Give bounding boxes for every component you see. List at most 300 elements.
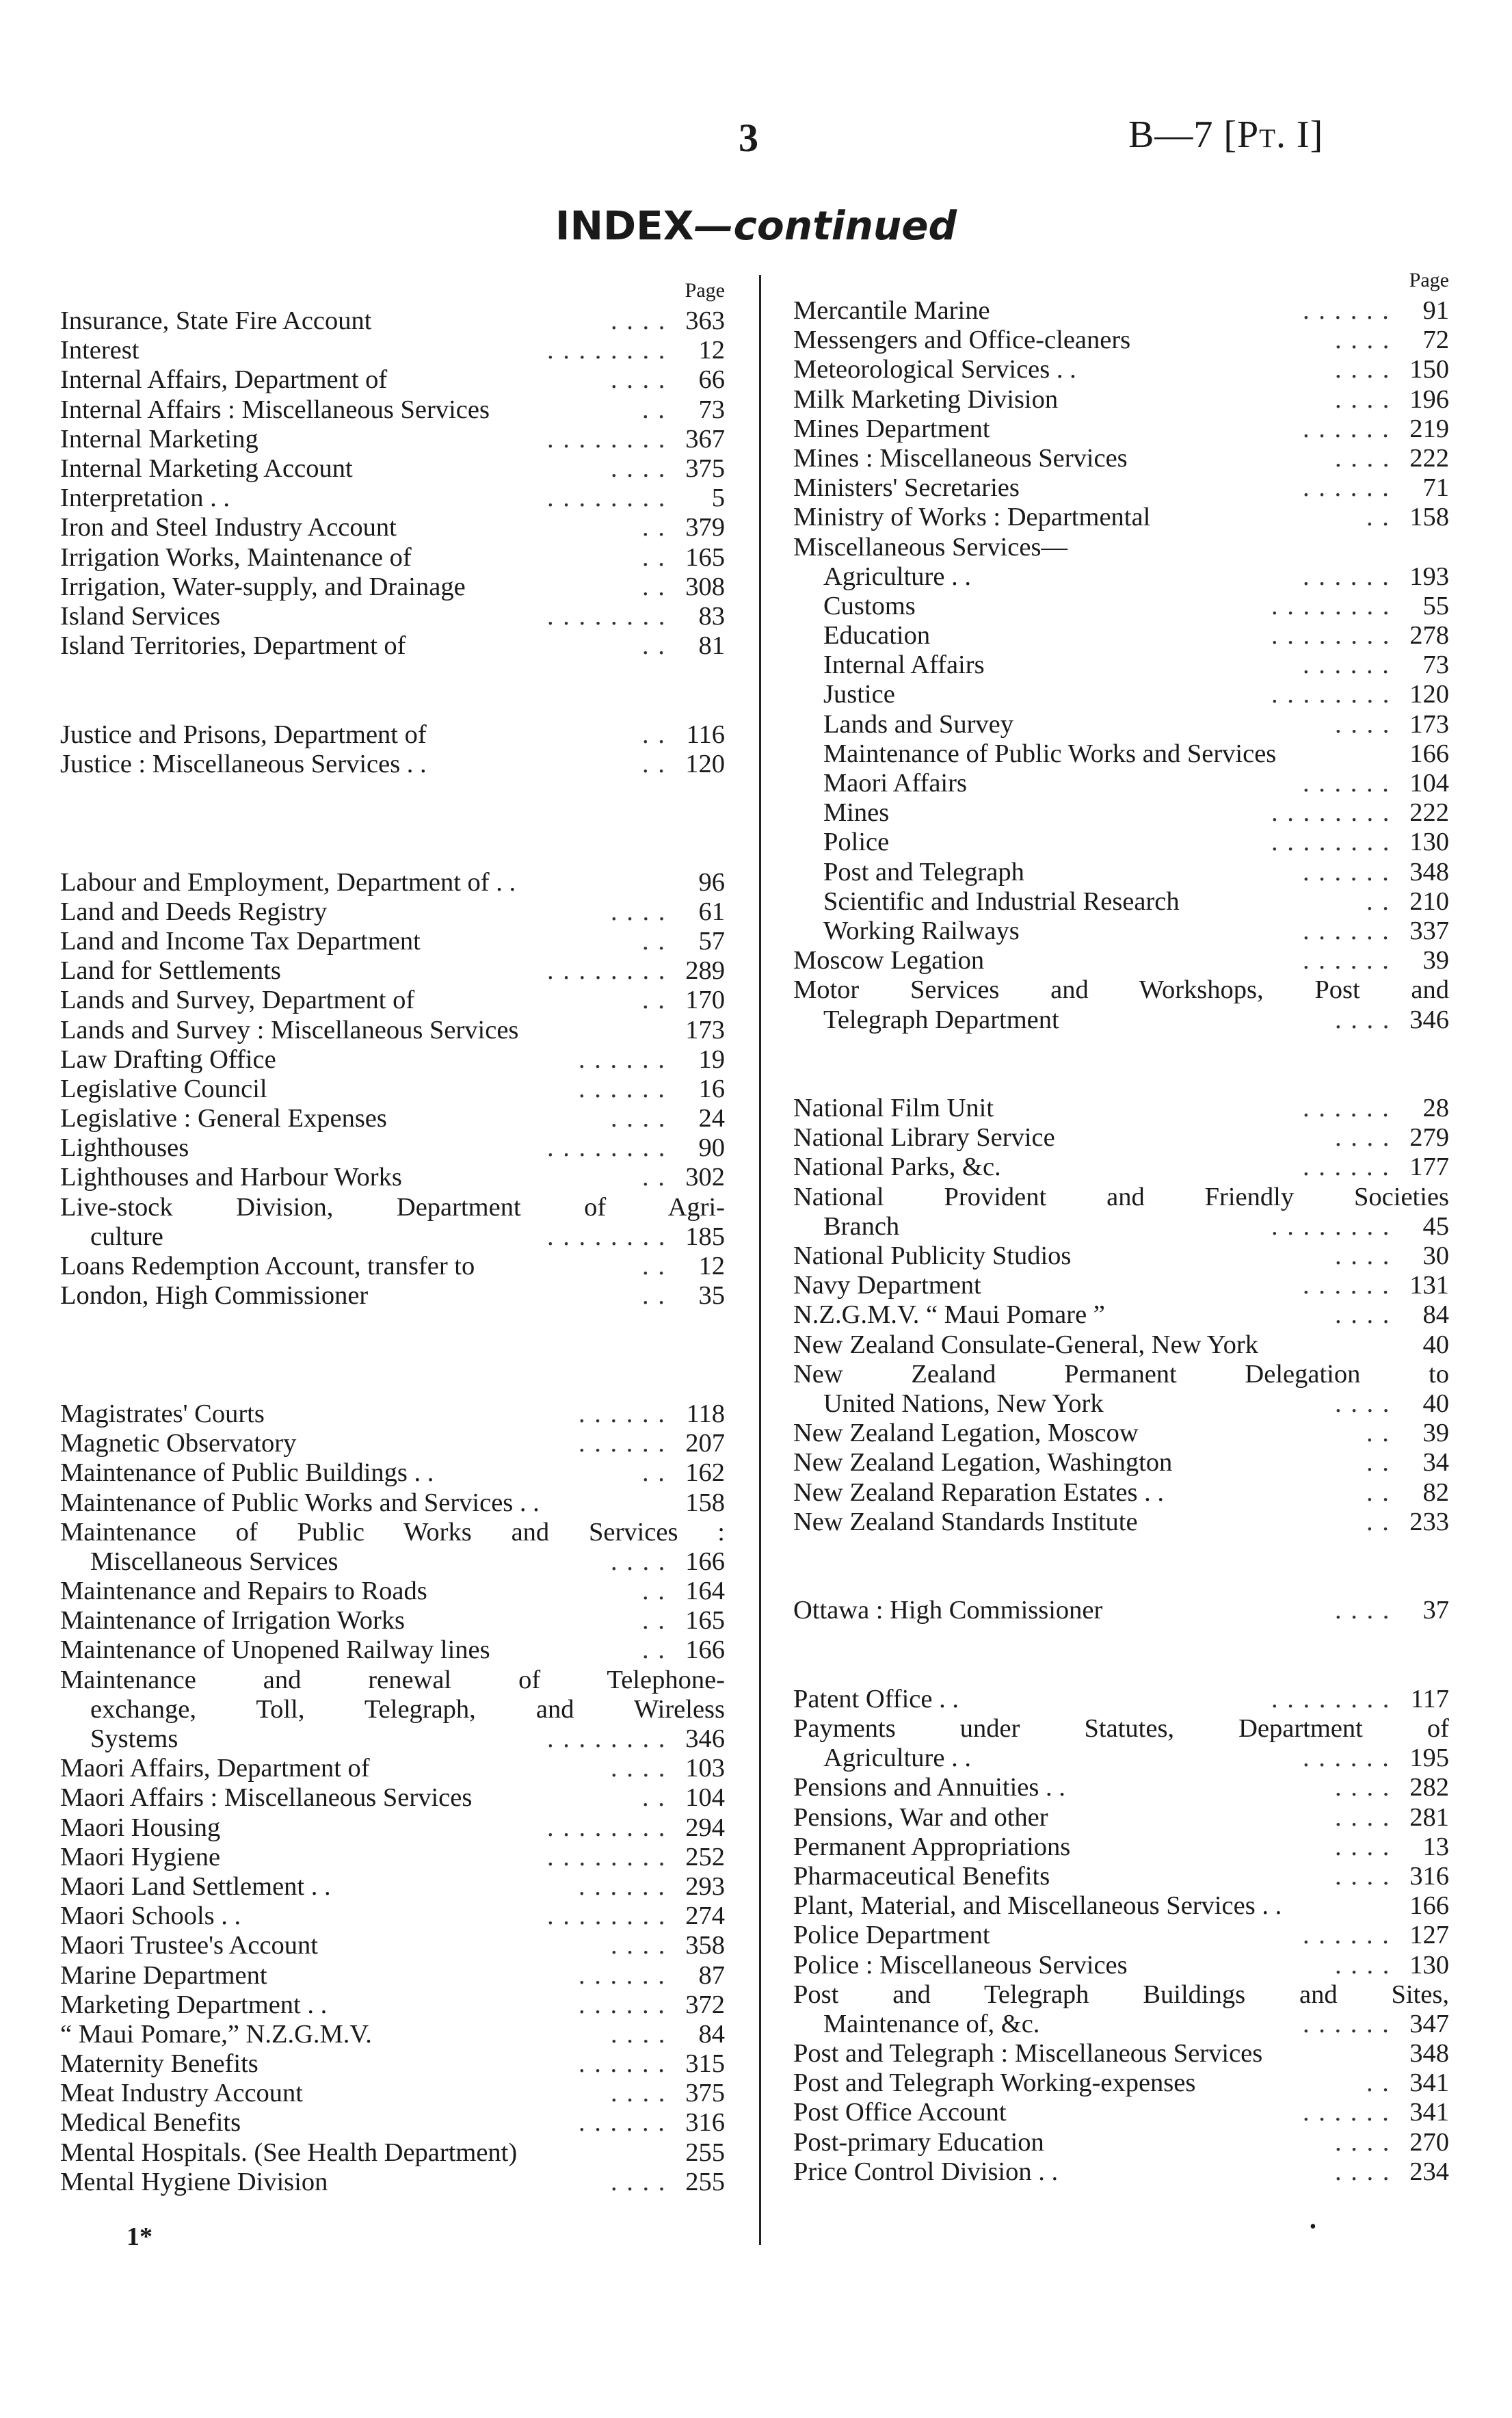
entry-page-number: 130 — [1409, 828, 1449, 857]
index-entry — [793, 1300, 1453, 1330]
entry-label: National Parks, &c. — [793, 1153, 1001, 1182]
index-entry — [793, 1685, 1453, 1714]
entry-page-number: 363 — [685, 306, 725, 335]
index-entry — [793, 1832, 1453, 1862]
entry-label: Customs — [823, 591, 916, 620]
spacer — [60, 1341, 729, 1370]
dot-leader: . . . . . . — [1303, 2009, 1390, 2038]
index-entry — [793, 444, 1453, 473]
spacer — [60, 661, 729, 690]
index-entry — [60, 1016, 729, 1045]
index-entry — [793, 2010, 1453, 2039]
entry-label: Island Services — [60, 601, 221, 631]
entry-page-number: 346 — [685, 1724, 725, 1753]
entry-label: Live-stock Division, Department of Agri- — [60, 1192, 725, 1222]
entry-label: Branch — [823, 1211, 900, 1241]
entry-page-number: 375 — [685, 2079, 725, 2108]
index-entry — [793, 1891, 1453, 1921]
entry-page-number: 40 — [1422, 1330, 1449, 1359]
dot-leader: . . . . . . — [1303, 769, 1390, 798]
entry-label: United Nations, New York — [823, 1389, 1104, 1418]
page-title — [0, 202, 1512, 249]
entry-label: Internal Affairs : Miscellaneous Services — [60, 395, 490, 424]
entry-label: Pensions, War and other — [793, 1802, 1048, 1832]
index-entry — [60, 1783, 729, 1813]
dot-leader: . . — [642, 986, 666, 1015]
index-entry — [60, 868, 729, 897]
entry-label: Marine Department — [60, 1960, 267, 1990]
entry-page-number: 294 — [685, 1813, 725, 1842]
entry-page-number: 193 — [1409, 562, 1449, 591]
index-entry — [60, 543, 729, 573]
entry-label: Navy Department — [793, 1271, 981, 1300]
entry-label: Maori Trustee's Account — [60, 1931, 318, 1960]
dot-leader: . . — [642, 720, 666, 749]
entry-page-number: 347 — [1409, 2009, 1449, 2038]
entry-page-number: 166 — [685, 1635, 725, 1665]
index-entry — [60, 750, 729, 779]
dot-leader: . . . . — [1335, 1802, 1391, 1832]
dot-leader: . . — [1366, 1448, 1390, 1477]
entry-page-number: 274 — [685, 1902, 725, 1931]
entry-label: Maori Affairs, Department of — [60, 1754, 370, 1783]
dot-leader: . . . . — [1335, 1389, 1391, 1418]
index-entry — [793, 2157, 1453, 2187]
page-number: 3 — [739, 116, 758, 160]
entry-page-number: 57 — [698, 926, 725, 956]
entry-page-number: 130 — [1409, 1950, 1449, 1980]
index-entry — [793, 1212, 1453, 1241]
entry-label: Magnetic Observatory — [60, 1429, 297, 1458]
index-entry — [793, 2068, 1453, 2098]
entry-page-number: 127 — [1409, 1921, 1449, 1950]
entry-page-number: 81 — [698, 631, 725, 661]
column-divider — [759, 275, 761, 2245]
index-entry — [60, 2020, 729, 2049]
entry-page-number: 24 — [698, 1104, 725, 1133]
entry-page-number: 166 — [685, 1547, 725, 1576]
index-entry — [793, 1448, 1453, 1477]
entry-label: Maori Affairs — [823, 769, 967, 798]
index-subentry — [793, 828, 1453, 857]
dot-leader: . . . . . . — [579, 1990, 666, 2019]
dot-leader: . . . . . . . . — [547, 1222, 667, 1251]
dot-leader: . . . . . . — [579, 1871, 666, 1901]
index-entry — [60, 454, 729, 484]
entry-page-number: 120 — [1409, 680, 1449, 709]
entry-page-number: 346 — [1409, 1005, 1449, 1034]
entry-page-number: 39 — [1422, 1419, 1449, 1448]
entry-page-number: 222 — [1409, 443, 1449, 473]
entry-page-number: 39 — [1422, 946, 1449, 975]
entry-page-number: 348 — [1409, 2039, 1449, 2068]
index-entry — [60, 927, 729, 956]
index-entry — [60, 1635, 729, 1665]
entry-page-number: 173 — [685, 1015, 725, 1044]
dot-leader: . . . . . . . . — [1271, 798, 1391, 828]
entry-page-number: 372 — [685, 1990, 725, 2019]
entry-label: Magistrates' Courts — [60, 1399, 265, 1428]
index-subentry — [793, 769, 1453, 798]
entry-label: Maori Hygiene — [60, 1842, 221, 1871]
entry-label: New Zealand Standards Institute — [793, 1507, 1138, 1536]
index-entry — [793, 1094, 1453, 1123]
dot-leader: . . . . . . . . — [1271, 1684, 1391, 1713]
entry-label: New Zealand Reparation Estates . . — [793, 1477, 1165, 1507]
entry-label: Price Control Division . . — [793, 2157, 1059, 2186]
entry-page-number: 73 — [698, 395, 725, 424]
entry-page-number: 195 — [1409, 1744, 1449, 1773]
index-entry — [793, 975, 1453, 1005]
index-entry — [60, 956, 729, 986]
dot-leader: . . . . — [611, 365, 667, 395]
index-entry — [60, 425, 729, 454]
entry-label: Ottawa : High Commissioner — [793, 1596, 1103, 1625]
index-entry — [60, 1104, 729, 1133]
index-entry — [60, 1931, 729, 1960]
index-entry — [60, 1547, 729, 1577]
dot-leader: . . . . . . — [579, 1429, 666, 1458]
entry-page-number: 73 — [1422, 651, 1449, 680]
entry-label: Police — [823, 828, 890, 857]
dot-leader: . . . . . . . . — [547, 484, 667, 513]
index-entry — [793, 1951, 1453, 1980]
entry-page-number: 315 — [685, 2049, 725, 2079]
index-entry — [60, 1843, 729, 1872]
index-entry — [793, 1921, 1453, 1950]
entry-label: Insurance, State Fire Account — [60, 306, 372, 335]
index-entry — [793, 385, 1453, 415]
dot-leader: . . . . — [611, 1104, 667, 1133]
entry-label: Ministers' Secretaries — [793, 473, 1020, 503]
entry-label: Meat Industry Account — [60, 2079, 303, 2108]
entry-page-number: 165 — [685, 1606, 725, 1635]
entry-page-number: 207 — [685, 1429, 725, 1458]
entry-label: Land and Deeds Registry — [60, 897, 328, 926]
index-entry — [60, 2079, 729, 2108]
spacer — [793, 1566, 1453, 1596]
entry-label: Ministry of Works : Departmental — [793, 503, 1151, 532]
dot-leader: . . . . . . — [579, 1399, 666, 1428]
entry-page-number: 66 — [698, 365, 725, 395]
dot-leader: . . . . — [611, 2167, 667, 2196]
reference-part: [Pt. I] — [1223, 114, 1324, 156]
index-entry — [60, 573, 729, 602]
dot-leader: . . — [1366, 2068, 1390, 2098]
entry-page-number: 30 — [1422, 1241, 1449, 1270]
index-entry — [793, 1183, 1453, 1212]
index-subentry — [793, 887, 1453, 917]
entry-page-number: 173 — [1409, 709, 1449, 739]
index-subentry — [793, 858, 1453, 887]
entry-label: Labour and Employment, Department of . . — [60, 867, 516, 897]
dot-leader: . . . . — [1335, 355, 1391, 384]
index-entry — [793, 503, 1453, 532]
dot-leader: . . — [642, 1281, 666, 1311]
index-entry — [60, 2049, 729, 2079]
dot-leader: . . . . — [1335, 384, 1391, 414]
dot-leader: . . . . . . . . — [547, 601, 667, 631]
entry-page-number: 84 — [1422, 1300, 1449, 1330]
index-entry — [60, 513, 729, 542]
entry-page-number: 35 — [698, 1281, 725, 1311]
dot-leader: . . — [642, 572, 666, 601]
spacer — [60, 779, 729, 809]
title-main: INDEX — [555, 202, 694, 249]
dot-leader: . . . . . . — [1303, 296, 1390, 325]
dot-leader: . . — [642, 1635, 666, 1665]
dot-leader: . . — [1366, 1419, 1390, 1448]
dot-leader: . . . . . . — [1303, 1094, 1390, 1123]
dot-leader: . . . . — [1335, 1773, 1391, 1802]
dot-leader: . . . . . . — [1303, 651, 1390, 680]
entry-label: Mental Hygiene Division — [60, 2167, 328, 2196]
entry-label: Justice and Prisons, Department of — [60, 720, 427, 749]
index-entry — [60, 1429, 729, 1458]
entry-page-number: 270 — [1409, 2127, 1449, 2157]
entry-label: Maintenance and Repairs to Roads — [60, 1577, 427, 1606]
index-entry — [793, 1744, 1453, 1773]
entry-page-number: 185 — [685, 1222, 725, 1251]
entry-label: Mines Department — [793, 414, 990, 443]
entry-label: Maintenance of Irrigation Works — [60, 1606, 406, 1635]
dot-leader: . . . . . . . . — [547, 1842, 667, 1871]
dot-leader: . . — [642, 926, 666, 956]
spacer — [793, 1064, 1453, 1094]
index-entry — [60, 365, 729, 395]
entry-label: Maternity Benefits — [60, 2049, 258, 2079]
index-entry — [793, 1153, 1453, 1182]
index-subentry — [793, 710, 1453, 739]
entry-page-number: 164 — [685, 1577, 725, 1606]
index-entry — [60, 631, 729, 661]
footer-dot: • — [1310, 2216, 1316, 2237]
dot-leader: . . . . — [611, 1754, 667, 1783]
index-subentry — [793, 739, 1453, 769]
index-entry — [60, 602, 729, 631]
entry-page-number: 45 — [1422, 1211, 1449, 1241]
entry-label: Legislative : General Expenses — [60, 1104, 387, 1133]
index-entry — [793, 2098, 1453, 2127]
entry-label: National Provident and Friendly Societies — [793, 1182, 1449, 1211]
dot-leader: . . . . — [1335, 1005, 1391, 1034]
dot-leader: . . . . — [1335, 1123, 1391, 1153]
index-subentry — [793, 798, 1453, 828]
entry-page-number: 16 — [698, 1074, 725, 1103]
entry-page-number: 55 — [1422, 591, 1449, 620]
dot-leader: . . . . . . — [1303, 857, 1390, 886]
entry-page-number: 90 — [698, 1133, 725, 1163]
index-entry — [60, 1961, 729, 1990]
entry-label: Post and Telegraph Buildings and Sites, — [793, 1980, 1449, 2009]
dot-leader: . . . . . . — [1303, 1271, 1390, 1300]
index-entry — [60, 1666, 729, 1695]
dot-leader: . . . . . . — [1303, 2098, 1390, 2127]
index-entry — [793, 946, 1453, 975]
entry-label: Agriculture . . — [823, 562, 971, 591]
entry-page-number: 117 — [1410, 1684, 1449, 1713]
index-entry — [60, 306, 729, 336]
entry-label: Maori Schools . . — [60, 1902, 241, 1931]
index-entry — [793, 1714, 1453, 1744]
dot-leader: . . . . — [1335, 1950, 1391, 1980]
index-entry — [793, 415, 1453, 444]
index-entry — [793, 1803, 1453, 1832]
entry-label: “ Maui Pomare,” N.Z.G.M.V. — [60, 2019, 372, 2049]
dot-leader: . . — [642, 513, 666, 542]
entry-label: London, High Commissioner — [60, 1281, 369, 1311]
spacer — [60, 1311, 729, 1340]
index-entry — [60, 1990, 729, 2020]
entry-label: Lands and Survey, Department of — [60, 986, 415, 1015]
index-entry — [60, 1577, 729, 1606]
index-subentry — [793, 651, 1453, 680]
dot-leader: . . — [1366, 1477, 1390, 1507]
entry-page-number: 358 — [685, 1931, 725, 1960]
dot-leader: . . . . . . — [579, 1044, 666, 1074]
dot-leader: . . — [1366, 503, 1390, 532]
entry-label: Lighthouses and Harbour Works — [60, 1163, 402, 1192]
entry-page-number: 279 — [1409, 1123, 1449, 1153]
entry-label: Maintenance of, &c. — [823, 2009, 1040, 2038]
entry-page-number: 293 — [685, 1871, 725, 1901]
dot-leader: . . . . . . — [1303, 414, 1390, 443]
entry-page-number: 37 — [1422, 1596, 1449, 1625]
index-entry — [793, 1773, 1453, 1802]
entry-page-number: 82 — [1422, 1477, 1449, 1507]
spacer — [60, 838, 729, 867]
dot-leader: . . . . — [1335, 2157, 1391, 2186]
dot-leader: . . . . . . — [1303, 1744, 1390, 1773]
entry-label: Iron and Steel Industry Account — [60, 513, 397, 542]
dot-leader: . . — [642, 395, 666, 424]
entry-label: Police Department — [793, 1921, 990, 1950]
index-entry — [793, 1419, 1453, 1448]
entry-page-number: 72 — [1422, 326, 1449, 355]
index-entry — [60, 2168, 729, 2197]
entry-label: Lands and Survey : Miscellaneous Services — [60, 1015, 519, 1044]
entry-label: Medical Benefits — [60, 2108, 241, 2138]
entry-label: Maintenance of Public Buildings . . — [60, 1458, 434, 1488]
dot-leader: . . . . . . . . — [547, 424, 667, 454]
entry-page-number: 5 — [711, 484, 725, 513]
entry-label: Post and Telegraph : Miscellaneous Services — [793, 2039, 1263, 2068]
entry-page-number: 120 — [685, 749, 725, 778]
index-entry — [793, 2128, 1453, 2157]
index-subentry — [793, 917, 1453, 946]
index-entry — [60, 1193, 729, 1222]
dot-leader: . . — [642, 1606, 666, 1635]
index-entry — [793, 1006, 1453, 1035]
index-column-right — [793, 269, 1453, 2187]
dot-leader: . . . . . . . . — [1271, 621, 1391, 651]
entry-label: Maori Housing — [60, 1813, 221, 1842]
entry-label: Maintenance and renewal of Telephone- — [60, 1665, 725, 1694]
entry-label: Police : Miscellaneous Services — [793, 1950, 1128, 1980]
index-entry — [793, 533, 1453, 562]
index-entry — [60, 484, 729, 513]
entry-label: Mercantile Marine — [793, 296, 990, 325]
index-entry — [793, 1360, 1453, 1389]
entry-page-number: 166 — [1409, 739, 1449, 768]
index-subentry — [793, 680, 1453, 709]
entry-label: Maori Affairs : Miscellaneous Services — [60, 1783, 473, 1813]
entry-label: Milk Marketing Division — [793, 384, 1059, 414]
entry-label: National Film Unit — [793, 1094, 994, 1123]
dot-leader: . . . . . . — [1303, 1921, 1390, 1950]
entry-label: Patent Office . . — [793, 1684, 959, 1713]
entry-page-number: 289 — [685, 956, 725, 986]
entry-label: Messengers and Office-cleaners — [793, 326, 1131, 355]
entry-page-number: 222 — [1409, 798, 1449, 828]
index-entry — [60, 1813, 729, 1843]
entry-label: Payments under Statutes, Department of — [793, 1714, 1449, 1743]
index-entry — [60, 1075, 729, 1104]
entry-label: Internal Affairs, Department of — [60, 365, 388, 395]
entry-page-number: 281 — [1409, 1802, 1449, 1832]
dot-leader: . . . . — [611, 1547, 667, 1576]
entry-page-number: 158 — [1409, 503, 1449, 532]
entry-label: Legislative Council — [60, 1074, 267, 1103]
entry-label: Motor Services and Workshops, Post and — [793, 975, 1449, 1005]
dot-leader: . . . . . . — [579, 1074, 666, 1103]
index-entry — [60, 1045, 729, 1075]
dot-leader: . . — [642, 1163, 666, 1192]
entry-label: Maintenance of Public Works and Services — [823, 739, 1277, 768]
index-entry — [60, 2108, 729, 2138]
entry-label: Post and Telegraph Working-expenses — [793, 2068, 1196, 2098]
index-subentry — [793, 562, 1453, 592]
spacer — [60, 1370, 729, 1399]
entry-label: Pharmaceutical Benefits — [793, 1861, 1050, 1891]
entry-page-number: 103 — [685, 1754, 725, 1783]
index-entry — [60, 1458, 729, 1488]
index-entry — [793, 1389, 1453, 1419]
entry-label: Loans Redemption Account, transfer to — [60, 1252, 475, 1280]
entry-label: Maori Land Settlement . . — [60, 1871, 331, 1901]
index-entry — [793, 1862, 1453, 1891]
entry-label: Irrigation Works, Maintenance of — [60, 542, 412, 572]
dot-leader: . . . . — [1335, 1861, 1391, 1891]
index-entry — [793, 1123, 1453, 1153]
entry-page-number: 104 — [685, 1783, 725, 1813]
dot-leader: . . . . . . — [579, 2049, 666, 2079]
index-entry — [60, 1252, 729, 1281]
dot-leader: . . . . — [1335, 1832, 1391, 1861]
reference-code: B—7 — [1128, 114, 1214, 156]
entry-page-number: 166 — [1409, 1891, 1449, 1921]
entry-label: Internal Affairs — [823, 651, 985, 680]
entry-label: Lighthouses — [60, 1133, 189, 1163]
entry-label: Post and Telegraph — [823, 857, 1024, 886]
dot-leader: . . . . — [611, 454, 667, 483]
dot-leader: . . . . — [1335, 1596, 1391, 1625]
spacer — [793, 1625, 1453, 1655]
entry-label: Agriculture . . — [823, 1744, 971, 1773]
entry-page-number: 341 — [1409, 2068, 1449, 2098]
dot-leader: . . . . . . . . — [1271, 1211, 1391, 1241]
entry-page-number: 233 — [1409, 1507, 1449, 1536]
entry-label: Law Drafting Office — [60, 1044, 276, 1074]
entry-page-number: 375 — [685, 454, 725, 483]
dot-leader: . . — [642, 1252, 666, 1280]
index-entry — [793, 296, 1453, 326]
entry-label: National Library Service — [793, 1123, 1055, 1153]
entry-label: Miscellaneous Services — [90, 1547, 339, 1576]
entry-label: N.Z.G.M.V. “ Maui Pomare ” — [793, 1300, 1105, 1330]
dot-leader: . . . . — [1335, 2127, 1391, 2157]
dot-leader: . . — [642, 542, 666, 572]
